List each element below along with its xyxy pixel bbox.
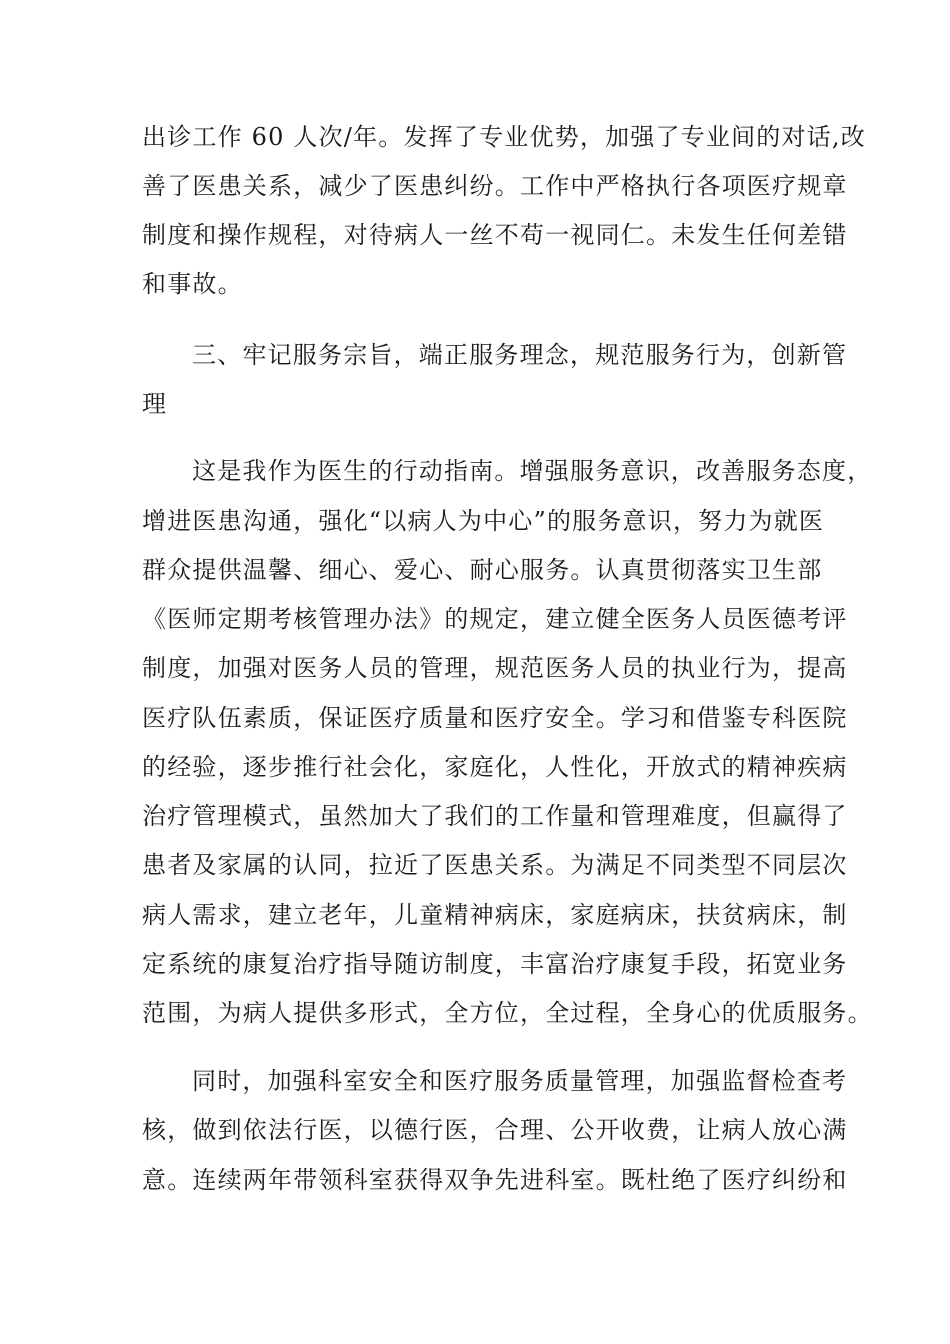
paragraph-4-line-1: 同时，加强科室安全和医疗服务质量管理，加强监督检查考 <box>192 1067 848 1095</box>
paragraph-3-line-11: 定系统的康复治疗指导随访制度，丰富治疗康复手段，拓宽业务 <box>142 950 848 978</box>
paragraph-3-line-2: 增进医患沟通，强化“以病人为中心”的服务意识，努力为就医 <box>142 507 825 535</box>
paragraph-3-line-9: 患者及家属的认同，拉近了医患关系。为满足不同类型不同层次 <box>142 851 848 879</box>
paragraph-3-line-8: 治疗管理模式，虽然加大了我们的工作量和管理难度，但赢得了 <box>142 802 848 830</box>
paragraph-3-line-7: 的经验，逐步推行社会化，家庭化，人性化，开放式的精神疾病 <box>142 753 848 781</box>
paragraph-1-line-3: 制度和操作规程，对待病人一丝不苟一视同仁。未发生任何差错 <box>142 221 848 249</box>
section-heading-line-1: 三、牢记服务宗旨，端正服务理念，规范服务行为，创新管 <box>192 341 848 369</box>
paragraph-3-line-4: 《医师定期考核管理办法》的规定，建立健全医务人员医德考评 <box>142 605 848 633</box>
paragraph-3-line-12: 范围，为病人提供多形式，全方位，全过程，全身心的优质服务。 <box>142 999 873 1027</box>
paragraph-1-line-1: 出诊工作 60 人次/年。发挥了专业优势，加强了专业间的对话,改 <box>142 123 866 151</box>
section-heading-line-2: 理 <box>142 390 168 418</box>
paragraph-3-line-10: 病人需求，建立老年，儿童精神病床，家庭病床，扶贫病床，制 <box>142 901 848 929</box>
paragraph-1-line-2: 善了医患关系，减少了医患纠纷。工作中严格执行各项医疗规章 <box>142 172 848 200</box>
paragraph-3-line-6: 医疗队伍素质，保证医疗质量和医疗安全。学习和借鉴专科医院 <box>142 704 848 732</box>
paragraph-3-line-3: 群众提供温馨、细心、爱心、耐心服务。认真贯彻落实卫生部 <box>142 556 823 584</box>
paragraph-4-line-3: 意。连续两年带领科室获得双争先进科室。既杜绝了医疗纠纷和 <box>142 1166 848 1194</box>
paragraph-4-line-2: 核，做到依法行医，以德行医，合理、公开收费，让病人放心满 <box>142 1116 848 1144</box>
paragraph-3-line-1: 这是我作为医生的行动指南。增强服务意识，改善服务态度， <box>192 457 873 485</box>
paragraph-1-line-4: 和事故。 <box>142 270 243 298</box>
paragraph-3-line-5: 制度，加强对医务人员的管理，规范医务人员的执业行为，提高 <box>142 654 848 682</box>
